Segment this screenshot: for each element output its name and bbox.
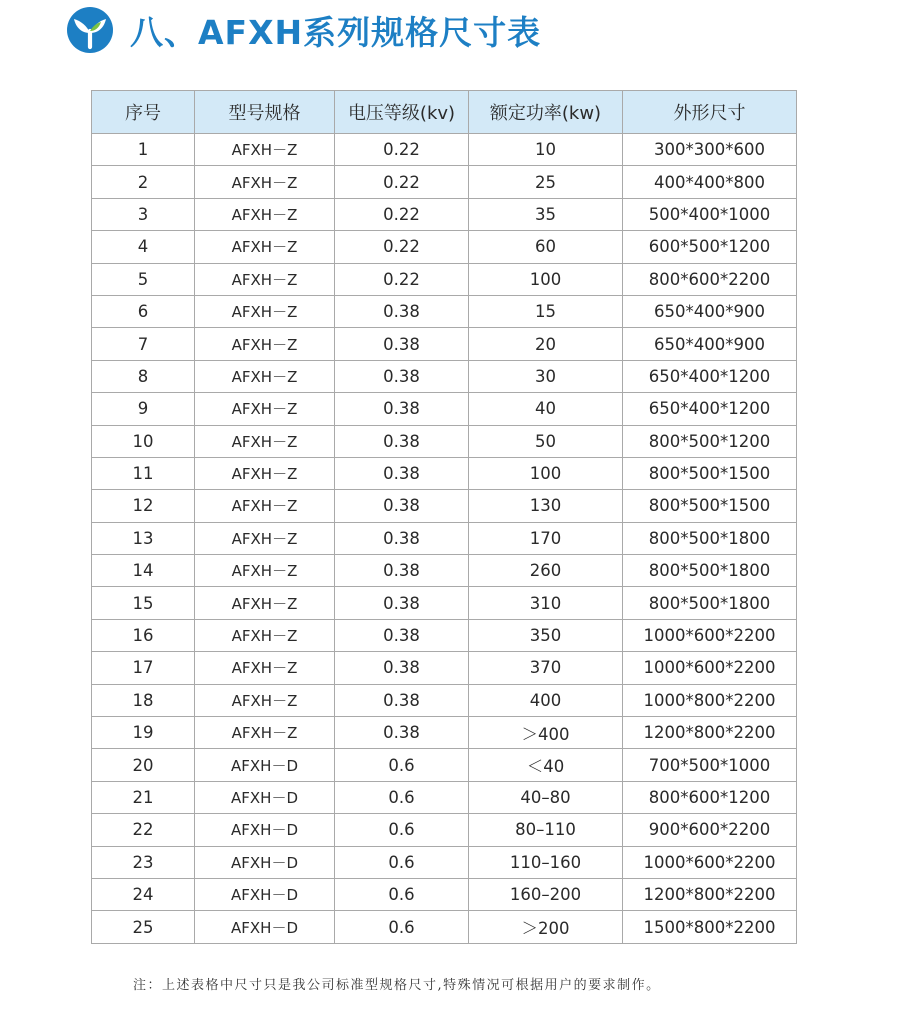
cell-voltage: 0.22 [335,134,469,166]
table-row [92,198,797,230]
cell-voltage: 0.38 [335,587,469,619]
cell-dimensions: 800*500*1500 [623,457,797,489]
cell-power: 100 [469,457,623,489]
spec-table [91,90,797,944]
header-model: 型号规格 [195,91,335,134]
cell-dimensions: 650*400*900 [623,328,797,360]
cell-index: 15 [92,587,195,619]
cell-dimensions: 800*500*1500 [623,490,797,522]
table-row [92,360,797,392]
cell-voltage: 0.22 [335,198,469,230]
table-row [92,717,797,749]
cell-voltage: 0.38 [335,652,469,684]
table-row [92,619,797,651]
cell-voltage: 0.38 [335,522,469,554]
cell-model: AFXH－Z [195,134,335,166]
cell-dimensions: 800*500*1800 [623,522,797,554]
cell-voltage: 0.38 [335,490,469,522]
cell-voltage: 0.38 [335,425,469,457]
cell-dimensions: 600*500*1200 [623,231,797,263]
header-voltage: 电压等级(kv) [335,91,469,134]
cell-dimensions: 650*400*1200 [623,393,797,425]
cell-power: 370 [469,652,623,684]
table-row [92,684,797,716]
cell-dimensions: 1000*600*2200 [623,619,797,651]
cell-voltage: 0.38 [335,393,469,425]
table-row [92,652,797,684]
table-row [92,911,797,943]
cell-index: 7 [92,328,195,360]
cell-model: AFXH－D [195,878,335,910]
cell-index: 17 [92,652,195,684]
table-row [92,328,797,360]
cell-power: 260 [469,555,623,587]
cell-power: 100 [469,263,623,295]
table-row [92,555,797,587]
cell-voltage: 0.38 [335,555,469,587]
cell-dimensions: 800*600*2200 [623,263,797,295]
table-row [92,457,797,489]
cell-voltage: 0.6 [335,781,469,813]
cell-voltage: 0.38 [335,360,469,392]
cell-model: AFXH－Z [195,166,335,198]
header-power: 额定功率(kw) [469,91,623,134]
cell-model: AFXH－Z [195,522,335,554]
cell-index: 4 [92,231,195,263]
cell-dimensions: 300*300*600 [623,134,797,166]
cell-index: 23 [92,846,195,878]
cell-power: 20 [469,328,623,360]
cell-index: 19 [92,717,195,749]
cell-power: 40 [469,393,623,425]
cell-voltage: 0.6 [335,749,469,781]
cell-voltage: 0.38 [335,619,469,651]
cell-power: ＞400 [469,717,623,749]
cell-dimensions: 400*400*800 [623,166,797,198]
cell-power: 10 [469,134,623,166]
table-row [92,263,797,295]
cell-dimensions: 1200*800*2200 [623,717,797,749]
cell-dimensions: 800*500*1800 [623,555,797,587]
cell-model: AFXH－Z [195,717,335,749]
cell-model: AFXH－Z [195,490,335,522]
table-row [92,166,797,198]
cell-voltage: 0.38 [335,328,469,360]
cell-power: 60 [469,231,623,263]
cell-index: 5 [92,263,195,295]
cell-index: 3 [92,198,195,230]
table-header-row [92,91,797,134]
cell-power: 400 [469,684,623,716]
table-row [92,781,797,813]
cell-index: 20 [92,749,195,781]
cell-index: 12 [92,490,195,522]
cell-power: ＞200 [469,911,623,943]
table-row [92,587,797,619]
cell-power: ＜40 [469,749,623,781]
footnote: 注：上述表格中尺寸只是我公司标准型规格尺寸,特殊情况可根据用户的要求制作。 [133,978,661,993]
cell-dimensions: 500*400*1000 [623,198,797,230]
cell-index: 13 [92,522,195,554]
cell-model: AFXH－Z [195,555,335,587]
cell-index: 2 [92,166,195,198]
cell-model: AFXH－Z [195,393,335,425]
cell-model: AFXH－D [195,911,335,943]
cell-power: 50 [469,425,623,457]
cell-model: AFXH－D [195,749,335,781]
table-row [92,490,797,522]
cell-index: 9 [92,393,195,425]
cell-index: 16 [92,619,195,651]
cell-dimensions: 1000*600*2200 [623,846,797,878]
cell-power: 170 [469,522,623,554]
page-title: 八、AFXH系列规格尺寸表 [130,12,542,52]
cell-voltage: 0.38 [335,684,469,716]
table-row [92,749,797,781]
cell-voltage: 0.38 [335,457,469,489]
cell-index: 22 [92,814,195,846]
cell-model: AFXH－Z [195,652,335,684]
cell-power: 350 [469,619,623,651]
cell-voltage: 0.38 [335,717,469,749]
cell-power: 130 [469,490,623,522]
cell-power: 25 [469,166,623,198]
cell-power: 80–110 [469,814,623,846]
table-row [92,425,797,457]
cell-dimensions: 800*500*1200 [623,425,797,457]
header-index: 序号 [92,91,195,134]
table-row [92,231,797,263]
cell-power: 40–80 [469,781,623,813]
cell-power: 30 [469,360,623,392]
table-body [92,134,797,944]
cell-index: 8 [92,360,195,392]
cell-model: AFXH－Z [195,263,335,295]
cell-model: AFXH－Z [195,457,335,489]
cell-dimensions: 800*500*1800 [623,587,797,619]
cell-model: AFXH－Z [195,619,335,651]
table-row [92,134,797,166]
cell-index: 6 [92,295,195,327]
cell-voltage: 0.22 [335,231,469,263]
table-row [92,295,797,327]
cell-model: AFXH－Z [195,684,335,716]
cell-index: 10 [92,425,195,457]
cell-dimensions: 1500*800*2200 [623,911,797,943]
cell-index: 21 [92,781,195,813]
cell-model: AFXH－Z [195,198,335,230]
header-dimensions: 外形尺寸 [623,91,797,134]
cell-dimensions: 1200*800*2200 [623,878,797,910]
cell-model: AFXH－D [195,781,335,813]
cell-model: AFXH－Z [195,360,335,392]
cell-dimensions: 650*400*900 [623,295,797,327]
cell-voltage: 0.6 [335,846,469,878]
cell-voltage: 0.38 [335,295,469,327]
cell-dimensions: 650*400*1200 [623,360,797,392]
cell-model: AFXH－D [195,814,335,846]
cell-model: AFXH－Z [195,295,335,327]
cell-voltage: 0.22 [335,263,469,295]
cell-power: 110–160 [469,846,623,878]
cell-voltage: 0.6 [335,878,469,910]
table-row [92,878,797,910]
cell-index: 24 [92,878,195,910]
cell-model: AFXH－Z [195,425,335,457]
table-row [92,814,797,846]
cell-dimensions: 900*600*2200 [623,814,797,846]
page-header [66,6,541,54]
cell-dimensions: 700*500*1000 [623,749,797,781]
table-row [92,522,797,554]
cell-model: AFXH－Z [195,328,335,360]
cell-model: AFXH－Z [195,587,335,619]
table-row [92,393,797,425]
cell-voltage: 0.22 [335,166,469,198]
cell-index: 18 [92,684,195,716]
cell-model: AFXH－D [195,846,335,878]
cell-power: 310 [469,587,623,619]
cell-index: 14 [92,555,195,587]
cell-voltage: 0.6 [335,911,469,943]
cell-power: 35 [469,198,623,230]
cell-voltage: 0.6 [335,814,469,846]
cell-model: AFXH－Z [195,231,335,263]
cell-index: 11 [92,457,195,489]
cell-index: 25 [92,911,195,943]
cell-dimensions: 1000*800*2200 [623,684,797,716]
cell-dimensions: 1000*600*2200 [623,652,797,684]
leaf-y-logo-icon [66,6,114,54]
cell-dimensions: 800*600*1200 [623,781,797,813]
cell-index: 1 [92,134,195,166]
cell-power: 160–200 [469,878,623,910]
cell-power: 15 [469,295,623,327]
table-row [92,846,797,878]
